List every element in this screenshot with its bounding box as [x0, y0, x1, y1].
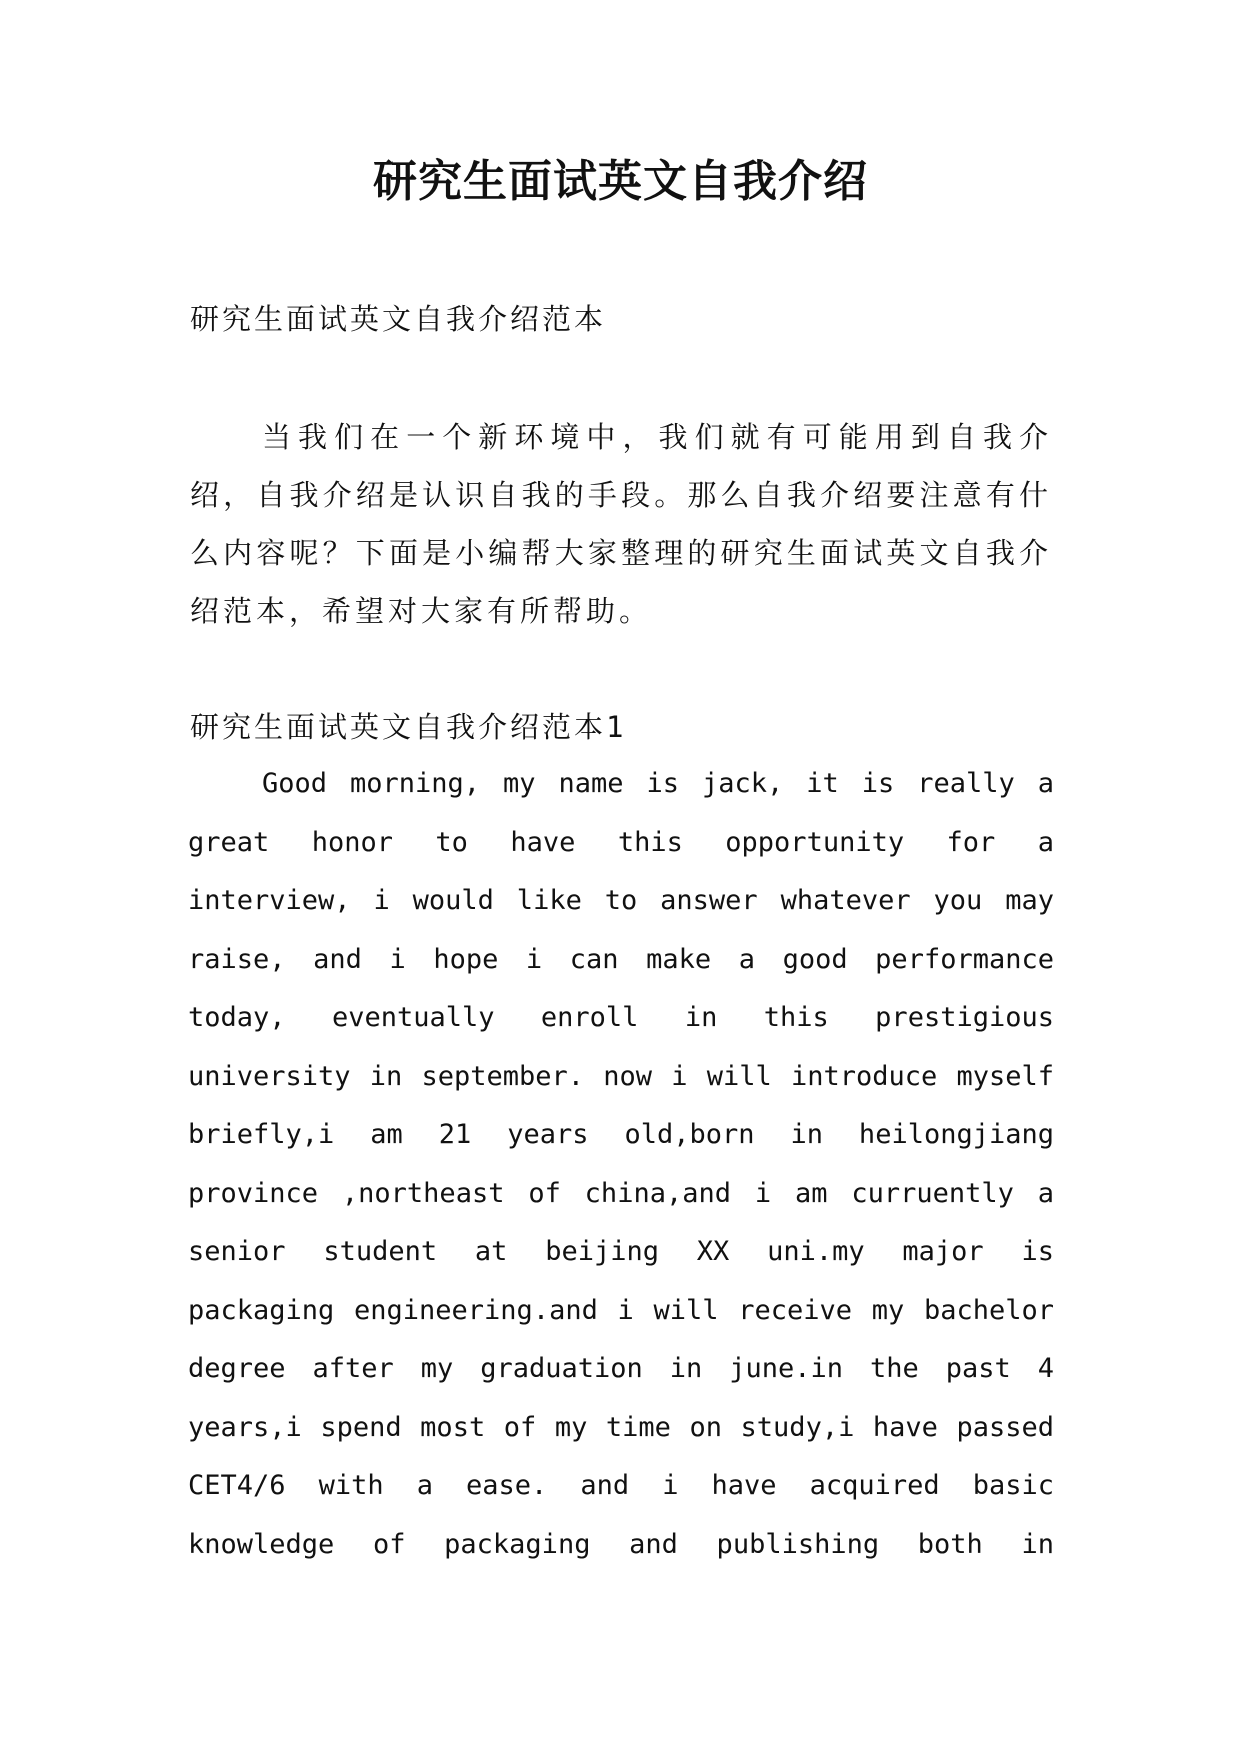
document-title: 研究生面试英文自我介绍	[373, 156, 868, 207]
intro-paragraph: 当我们在一个新环境中，我们就有可能用到自我介绍，自我介绍是认识自我的手段。那么自我介绍要注意有什么内容呢？下面是小编帮大家整理的研究生面试英文自我介绍范本，希望对大家有所帮助。	[190, 420, 1052, 628]
english-body-paragraph: Good morning, my name is jack, it is really a great honor to have this opportunity for a interview, i would like to answer whatever you may raise, and i hope i can make a good performance today, eventually enroll in this prestigious university in september. now i will introduce myself briefly,i am 21 years old,born in heilongjiang province ,northeast of china,and i am curruently a senior student at beijing XX uni.my major is packaging engineering.and i will receive my bachelor degree after my graduation in june.in the past 4 years,i spend most of my time on study,i have passed CET4/6 with a ease. and i have acquired basic knowledge of packaging and publishing both in	[188, 768, 1054, 1560]
section-heading: 研究生面试英文自我介绍范本1	[190, 710, 627, 744]
document-subtitle: 研究生面试英文自我介绍范本	[190, 302, 607, 336]
